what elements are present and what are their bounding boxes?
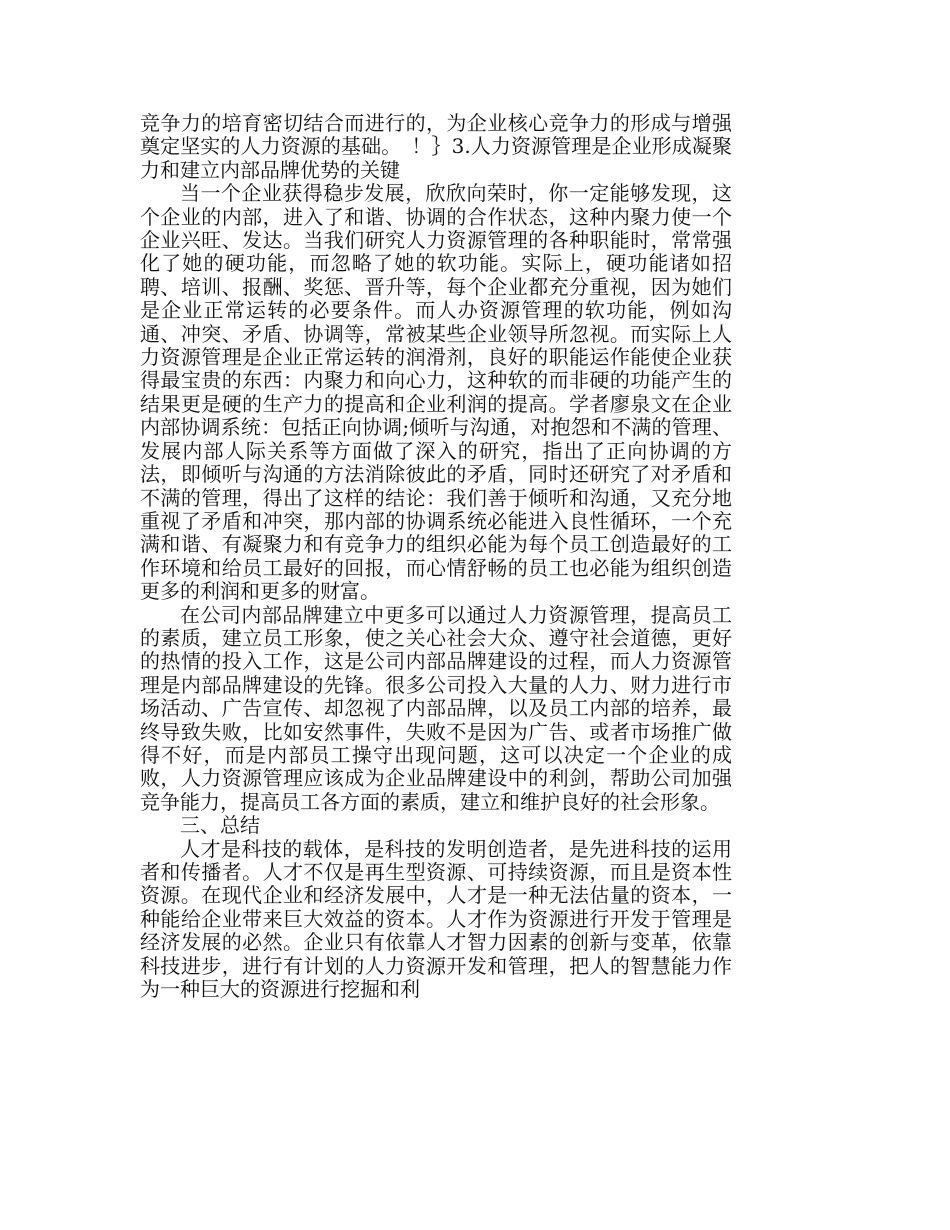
paragraph-internal-brand: 在公司内部品牌建立中更多可以通过人力资源管理，提高员工的素质，建立员工形象，使之关心社会大众、遵守社会道德，更好的热情的投入工作，这是公司内部品牌建设的过程，而人力资源管理是内部品牌建设的先锋。很多公司投入大量的人力、财力进行市场活动、广告宣传、却忽视了内部品牌，以及员工内部的培养，最终导致失败，比如安然事件，失败不是因为广告、或者市场推广做得不好，而是内部员工操守出现问题，这可以决定一个企业的成败，人力资源管理应该成为企业品牌建设中的利剑，帮助公司加强竞争能力，提高员工各方面的素质，建立和维护良好的社会形象。 [140, 602, 732, 814]
section-heading-summary: 三、总结 [180, 813, 260, 838]
document-body [140, 112, 732, 1001]
paragraph-talent: 人才是科技的载体，是科技的发明创造者，是先进科技的运用者和传播者。人才不仅是再生型资源、可持续资源，而且是资本性资源。在现代企业和经济发展中，人才是一种无法估量的资本，一种能给企业带来巨大效益的资本。人才作为资源进行开发于管理是经济发展的必然。企业只有依靠人才智力因素的创新与变革，依靠科技进步，进行有计划的人力资源开发和管理，把人的智慧能力作为一种巨大的资源进行挖掘和利 [140, 836, 732, 1002]
paragraph-continuation: 竞争力的培育密切结合而进行的，为企业核心竞争力的形成与增强奠定坚实的人力资源的基础。 ！｝3.人力资源管理是企业形成凝聚力和建立内部品牌优势的关键 [140, 111, 732, 182]
paragraph-cohesion: 当一个企业获得稳步发展，欣欣向荣时，你一定能够发现，这个企业的内部，进入了和谐、协调的合作状态，这种内聚力使一个企业兴旺、发达。当我们研究人力资源管理的各种职能时，常常强化了她的硬功能，而忽略了她的软功能。实际上，硬功能诸如招聘、培训、报酬、奖惩、晋升等，每个企业都充分重视，因为她们是企业正常运转的必要条件。而人办资源管理的软功能，例如沟通、冲突、矛盾、协调等，常被某些企业领导所忽视。而实际上人力资源管理是企业正常运转的润滑剂，良好的职能运作能使企业获得最宝贵的东西：内聚力和向心力，这种软的而非硬的功能产生的结果更是硬的生产力的提高和企业利润的提高。学者廖泉文在企业内部协调系统：包括正向协调;倾听与沟通，对抱怨和不满的管理、发展内部人际关系等方面做了深入的研究，指出了正向协调的方法，即倾听与沟通的方法消除彼此的矛盾，同时还研究了对矛盾和不满的管理，得出了这样的结论：我们善于倾听和沟通，又充分地重视了矛盾和冲突，那内部的协调系统必能进入良性循环，一个充满和谐、有凝聚力和有竞争力的组织必能为每个员工创造最好的工作环境和给员工最好的回报，而心情舒畅的员工也必能为组织创造更多的利润和更多的财富。 [140, 181, 732, 604]
